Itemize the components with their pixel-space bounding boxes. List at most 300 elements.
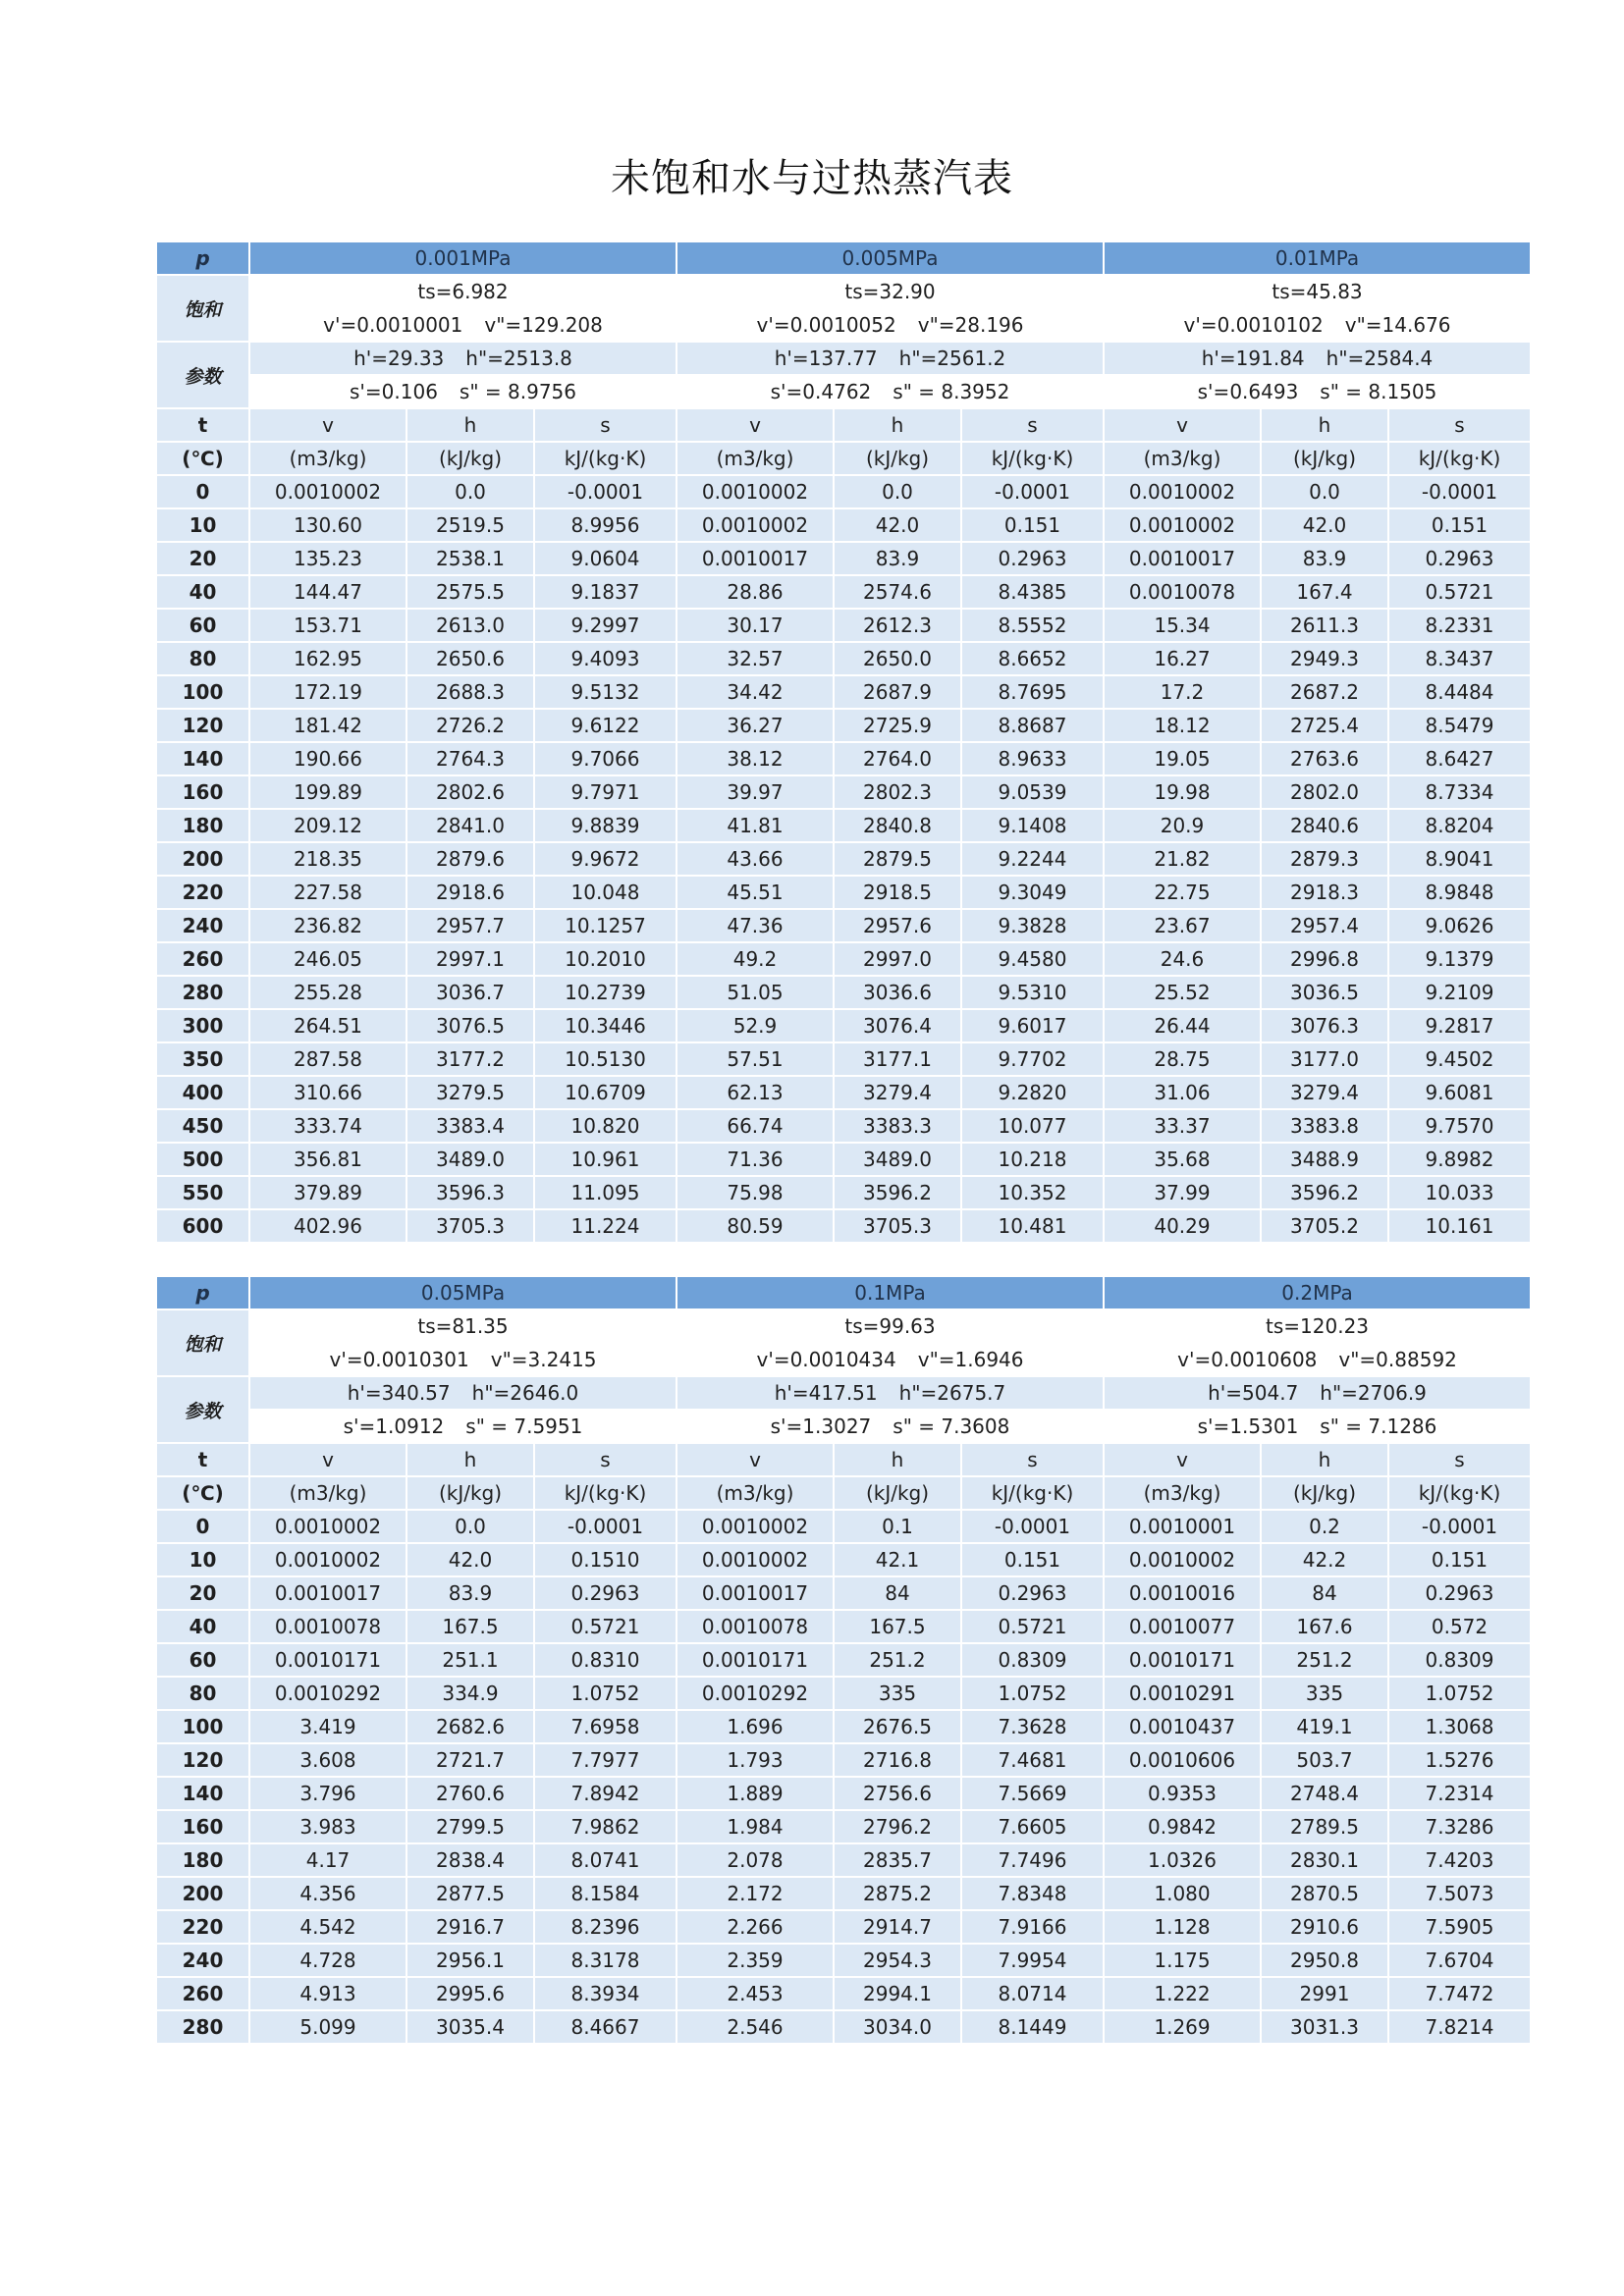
value-cell: 7.3628 (961, 1710, 1104, 1743)
saturation-entropy-a: s'=1.3027 (770, 1415, 872, 1438)
temperature-cell: 160 (156, 1810, 249, 1843)
blank-cell (1104, 1243, 1261, 1276)
value-cell: 2760.6 (406, 1777, 534, 1810)
value-cell: 3279.4 (834, 1076, 961, 1109)
value-cell: 7.8942 (534, 1777, 677, 1810)
value-cell: 0.0010002 (249, 1510, 406, 1543)
table-row (156, 1843, 1531, 1877)
value-cell: 503.7 (1261, 1743, 1388, 1777)
table-row (156, 976, 1531, 1009)
column-symbol: v (677, 1443, 834, 1476)
value-cell: 255.28 (249, 976, 406, 1009)
value-cell: 7.9166 (961, 1910, 1104, 1944)
column-unit-row (156, 442, 1531, 475)
value-cell: 2575.5 (406, 575, 534, 609)
saturation-entropy (249, 375, 677, 408)
value-cell: 181.42 (249, 709, 406, 742)
value-cell: 4.728 (249, 1944, 406, 1977)
value-cell: 3279.4 (1261, 1076, 1388, 1109)
value-cell: 0.572 (1388, 1610, 1531, 1643)
value-cell: 130.60 (249, 508, 406, 542)
label-saturation: 饱和 (156, 1309, 249, 1376)
value-cell: 3383.4 (406, 1109, 534, 1143)
value-cell: 42.0 (406, 1543, 534, 1576)
value-cell: 0.2963 (1388, 1576, 1531, 1610)
value-cell: 335 (1261, 1677, 1388, 1710)
value-cell: 3076.3 (1261, 1009, 1388, 1042)
value-cell: 4.356 (249, 1877, 406, 1910)
value-cell: 190.66 (249, 742, 406, 775)
value-cell: 0.2963 (961, 542, 1104, 575)
value-cell: 227.58 (249, 876, 406, 909)
value-cell: 2957.7 (406, 909, 534, 942)
table-row (156, 1643, 1531, 1677)
saturation-entropy (1104, 375, 1531, 408)
saturation-volume-b: v"=129.208 (484, 313, 603, 337)
value-cell: 2.266 (677, 1910, 834, 1944)
temperature-cell: 10 (156, 508, 249, 542)
table-row (156, 909, 1531, 942)
value-cell: 3.983 (249, 1810, 406, 1843)
temperature-cell: 220 (156, 876, 249, 909)
value-cell: 8.4484 (1388, 675, 1531, 709)
value-cell: 2687.9 (834, 675, 961, 709)
value-cell: 9.4093 (534, 642, 677, 675)
value-cell: 7.7472 (1388, 1977, 1531, 2010)
value-cell: 2538.1 (406, 542, 534, 575)
value-cell: 172.19 (249, 675, 406, 709)
saturation-enthalpy-a: h'=504.7 (1208, 1381, 1299, 1405)
value-cell: 7.2314 (1388, 1777, 1531, 1810)
table-row (156, 675, 1531, 709)
value-cell: 0.0010292 (677, 1677, 834, 1710)
value-cell: 2519.5 (406, 508, 534, 542)
value-cell: 3488.9 (1261, 1143, 1388, 1176)
value-cell: 2918.6 (406, 876, 534, 909)
saturation-enthalpy-b: h"=2646.0 (471, 1381, 579, 1405)
value-cell: 7.9862 (534, 1810, 677, 1843)
value-cell: 3076.4 (834, 1009, 961, 1042)
label-parameters: 参数 (156, 342, 249, 408)
value-cell: 8.7334 (1388, 775, 1531, 809)
label-t: t (156, 1443, 249, 1476)
value-cell: 38.12 (677, 742, 834, 775)
value-cell: 7.9954 (961, 1944, 1104, 1977)
saturation-volume (1104, 1343, 1531, 1376)
table-row (156, 1576, 1531, 1610)
saturation-temperature: ts=120.23 (1104, 1309, 1531, 1343)
saturation-enthalpy (677, 1376, 1104, 1410)
column-symbol: v (249, 1443, 406, 1476)
value-cell: 379.89 (249, 1176, 406, 1209)
value-cell: 2918.3 (1261, 876, 1388, 909)
value-cell: 0.0010002 (1104, 475, 1261, 508)
saturation-enthalpy-b: h"=2706.9 (1320, 1381, 1427, 1405)
value-cell: 11.095 (534, 1176, 677, 1209)
temperature-cell: 120 (156, 709, 249, 742)
saturation-h-row (156, 342, 1531, 375)
value-cell: 83.9 (1261, 542, 1388, 575)
value-cell: 310.66 (249, 1076, 406, 1109)
pressure-value: 0.001MPa (249, 241, 677, 275)
table-row (156, 1944, 1531, 1977)
saturation-enthalpy (249, 342, 677, 375)
value-cell: 3036.7 (406, 976, 534, 1009)
value-cell: 209.12 (249, 809, 406, 842)
label-parameters: 参数 (156, 1376, 249, 1443)
value-cell: 8.3437 (1388, 642, 1531, 675)
value-cell: 9.0626 (1388, 909, 1531, 942)
table-row (156, 609, 1531, 642)
value-cell: 2574.6 (834, 575, 961, 609)
value-cell: 2676.5 (834, 1710, 961, 1743)
value-cell: 71.36 (677, 1143, 834, 1176)
value-cell: 3279.5 (406, 1076, 534, 1109)
value-cell: 3705.3 (834, 1209, 961, 1243)
column-unit: (m3/kg) (677, 442, 834, 475)
value-cell: 35.68 (1104, 1143, 1261, 1176)
value-cell: 0.0010078 (677, 1610, 834, 1643)
value-cell: 2991 (1261, 1977, 1388, 2010)
table-row (156, 1042, 1531, 1076)
value-cell: 1.128 (1104, 1910, 1261, 1944)
value-cell: 2835.7 (834, 1843, 961, 1877)
table-row (156, 1143, 1531, 1176)
value-cell: 3177.2 (406, 1042, 534, 1076)
blank-row (156, 1243, 1531, 1276)
pressure-value: 0.2MPa (1104, 1276, 1531, 1309)
value-cell: 0.0010002 (249, 475, 406, 508)
table-row (156, 742, 1531, 775)
temperature-cell: 600 (156, 1209, 249, 1243)
column-symbol: s (1388, 1443, 1531, 1476)
value-cell: 9.5310 (961, 976, 1104, 1009)
value-cell: 2748.4 (1261, 1777, 1388, 1810)
value-cell: 37.99 (1104, 1176, 1261, 1209)
value-cell: 0.2963 (961, 1576, 1104, 1610)
value-cell: 23.67 (1104, 909, 1261, 942)
value-cell: 21.82 (1104, 842, 1261, 876)
value-cell: 9.1408 (961, 809, 1104, 842)
value-cell: 8.2331 (1388, 609, 1531, 642)
value-cell: 2725.4 (1261, 709, 1388, 742)
value-cell: 10.161 (1388, 1209, 1531, 1243)
value-cell: 28.86 (677, 575, 834, 609)
value-cell: 2802.0 (1261, 775, 1388, 809)
value-cell: 0.0010606 (1104, 1743, 1261, 1777)
saturation-entropy-a: s'=1.5301 (1197, 1415, 1299, 1438)
temperature-cell: 450 (156, 1109, 249, 1143)
value-cell: 0.0 (834, 475, 961, 508)
value-cell: 10.2739 (534, 976, 677, 1009)
column-unit: (m3/kg) (249, 1476, 406, 1510)
column-unit: (kJ/kg) (1261, 442, 1388, 475)
value-cell: 2.172 (677, 1877, 834, 1910)
table-row (156, 876, 1531, 909)
value-cell: 0.0010171 (677, 1643, 834, 1677)
temperature-cell: 350 (156, 1042, 249, 1076)
value-cell: 0.151 (961, 508, 1104, 542)
value-cell: 39.97 (677, 775, 834, 809)
value-cell: 9.1837 (534, 575, 677, 609)
value-cell: 0.0010001 (1104, 1510, 1261, 1543)
table-row (156, 1510, 1531, 1543)
column-symbol: v (1104, 1443, 1261, 1476)
label-p: p (156, 241, 249, 275)
value-cell: 9.2820 (961, 1076, 1104, 1109)
value-cell: 8.9633 (961, 742, 1104, 775)
saturation-entropy (1104, 1410, 1531, 1443)
value-cell: 42.0 (834, 508, 961, 542)
value-cell: 3383.3 (834, 1109, 961, 1143)
value-cell: 52.9 (677, 1009, 834, 1042)
value-cell: 2954.3 (834, 1944, 961, 1977)
value-cell: 2879.5 (834, 842, 961, 876)
value-cell: 2994.1 (834, 1977, 961, 2010)
temperature-cell: 0 (156, 1510, 249, 1543)
value-cell: 0.0010171 (1104, 1643, 1261, 1677)
column-symbol: s (961, 1443, 1104, 1476)
column-symbol: h (406, 408, 534, 442)
value-cell: 7.5669 (961, 1777, 1104, 1810)
value-cell: 62.13 (677, 1076, 834, 1109)
column-symbol: h (406, 1443, 534, 1476)
saturation-enthalpy-b: h"=2561.2 (898, 347, 1006, 370)
value-cell: 3036.6 (834, 976, 961, 1009)
temperature-cell: 180 (156, 809, 249, 842)
value-cell: 9.4502 (1388, 1042, 1531, 1076)
value-cell: 8.6427 (1388, 742, 1531, 775)
value-cell: 8.1584 (534, 1877, 677, 1910)
value-cell: 4.542 (249, 1910, 406, 1944)
value-cell: 2957.4 (1261, 909, 1388, 942)
value-cell: 0.5721 (1388, 575, 1531, 609)
temperature-cell: 80 (156, 1677, 249, 1710)
value-cell: 2916.7 (406, 1910, 534, 1944)
value-cell: 2802.6 (406, 775, 534, 809)
value-cell: 2764.0 (834, 742, 961, 775)
value-cell: 251.1 (406, 1643, 534, 1677)
table-row (156, 709, 1531, 742)
value-cell: 9.3828 (961, 909, 1104, 942)
value-cell: 4.17 (249, 1843, 406, 1877)
value-cell: 9.6017 (961, 1009, 1104, 1042)
value-cell: 10.352 (961, 1176, 1104, 1209)
saturation-temperature: ts=6.982 (249, 275, 677, 308)
value-cell: 2879.6 (406, 842, 534, 876)
value-cell: 2957.6 (834, 909, 961, 942)
value-cell: 356.81 (249, 1143, 406, 1176)
value-cell: 3035.4 (406, 2010, 534, 2044)
temperature-cell: 180 (156, 1843, 249, 1877)
value-cell: 83.9 (406, 1576, 534, 1610)
saturation-temperature: ts=99.63 (677, 1309, 1104, 1343)
saturation-entropy-b: s" = 8.9756 (459, 380, 576, 403)
value-cell: 3076.5 (406, 1009, 534, 1042)
saturation-ts-row (156, 275, 1531, 308)
value-cell: 34.42 (677, 675, 834, 709)
saturation-entropy-b: s" = 7.5951 (465, 1415, 583, 1438)
saturation-volume-b: v"=14.676 (1344, 313, 1451, 337)
blank-cell (1388, 1243, 1531, 1276)
temperature-cell: 120 (156, 1743, 249, 1777)
value-cell: 43.66 (677, 842, 834, 876)
blank-cell (406, 1243, 534, 1276)
saturation-entropy-a: s'=0.4762 (770, 380, 872, 403)
temperature-cell: 260 (156, 1977, 249, 2010)
table-row (156, 1910, 1531, 1944)
value-cell: 8.5552 (961, 609, 1104, 642)
value-cell: 1.3068 (1388, 1710, 1531, 1743)
value-cell: 9.7702 (961, 1042, 1104, 1076)
value-cell: 9.7971 (534, 775, 677, 809)
saturation-enthalpy-a: h'=137.77 (774, 347, 878, 370)
value-cell: 0.1 (834, 1510, 961, 1543)
value-cell: 3.608 (249, 1743, 406, 1777)
table-row (156, 1610, 1531, 1643)
value-cell: 144.47 (249, 575, 406, 609)
table-row (156, 2010, 1531, 2044)
column-unit: (m3/kg) (1104, 1476, 1261, 1510)
column-unit: kJ/(kg·K) (961, 442, 1104, 475)
value-cell: 84 (1261, 1576, 1388, 1610)
value-cell: 8.8687 (961, 709, 1104, 742)
temperature-cell: 280 (156, 2010, 249, 2044)
value-cell: 28.75 (1104, 1042, 1261, 1076)
value-cell: 1.889 (677, 1777, 834, 1810)
value-cell: 9.9672 (534, 842, 677, 876)
value-cell: 2914.7 (834, 1910, 961, 1944)
temperature-cell: 500 (156, 1143, 249, 1176)
table-row (156, 1977, 1531, 2010)
value-cell: 287.58 (249, 1042, 406, 1076)
pressure-header-row (156, 241, 1531, 275)
value-cell: 7.4681 (961, 1743, 1104, 1777)
value-cell: 251.2 (1261, 1643, 1388, 1677)
column-symbol: h (834, 1443, 961, 1476)
saturation-volume-b: v"=1.6946 (917, 1348, 1024, 1371)
value-cell: 10.961 (534, 1143, 677, 1176)
value-cell: 2830.1 (1261, 1843, 1388, 1877)
value-cell: 2840.6 (1261, 809, 1388, 842)
column-symbol: h (834, 408, 961, 442)
value-cell: 2995.6 (406, 1977, 534, 2010)
value-cell: 10.1257 (534, 909, 677, 942)
value-cell: 75.98 (677, 1176, 834, 1209)
value-cell: 0.0010017 (677, 542, 834, 575)
value-cell: 2997.0 (834, 942, 961, 976)
saturation-temperature: ts=32.90 (677, 275, 1104, 308)
temperature-cell: 100 (156, 1710, 249, 1743)
label-saturation: 饱和 (156, 275, 249, 342)
saturation-enthalpy (1104, 342, 1531, 375)
temperature-cell: 200 (156, 842, 249, 876)
value-cell: 9.4580 (961, 942, 1104, 976)
value-cell: -0.0001 (534, 475, 677, 508)
saturation-volume (677, 1343, 1104, 1376)
value-cell: 2910.6 (1261, 1910, 1388, 1944)
value-cell: 0.0010078 (249, 1610, 406, 1643)
saturation-enthalpy-a: h'=417.51 (774, 1381, 878, 1405)
column-symbol: s (534, 1443, 677, 1476)
column-symbol: v (677, 408, 834, 442)
value-cell: 333.74 (249, 1109, 406, 1143)
saturation-volume-a: v'=0.0010608 (1177, 1348, 1318, 1371)
value-cell: 1.175 (1104, 1944, 1261, 1977)
saturation-entropy (677, 1410, 1104, 1443)
value-cell: 2.453 (677, 1977, 834, 2010)
temperature-cell: 0 (156, 475, 249, 508)
column-unit: (m3/kg) (249, 442, 406, 475)
temperature-cell: 60 (156, 609, 249, 642)
label-p: p (156, 1276, 249, 1309)
temperature-cell: 240 (156, 1944, 249, 1977)
value-cell: 8.2396 (534, 1910, 677, 1944)
value-cell: 42.0 (1261, 508, 1388, 542)
temperature-cell: 260 (156, 942, 249, 976)
value-cell: 11.224 (534, 1209, 677, 1243)
temperature-cell: 60 (156, 1643, 249, 1677)
value-cell: 45.51 (677, 876, 834, 909)
value-cell: 0.0 (406, 1510, 534, 1543)
value-cell: 167.5 (834, 1610, 961, 1643)
value-cell: 2.546 (677, 2010, 834, 2044)
value-cell: 9.0604 (534, 542, 677, 575)
value-cell: 135.23 (249, 542, 406, 575)
value-cell: 10.218 (961, 1143, 1104, 1176)
value-cell: 0.5721 (961, 1610, 1104, 1643)
column-symbol: h (1261, 1443, 1388, 1476)
value-cell: 153.71 (249, 609, 406, 642)
value-cell: 8.9848 (1388, 876, 1531, 909)
value-cell: 7.8214 (1388, 2010, 1531, 2044)
value-cell: 3034.0 (834, 2010, 961, 2044)
saturation-entropy-a: s'=0.6493 (1197, 380, 1299, 403)
value-cell: 8.4385 (961, 575, 1104, 609)
column-symbol: h (1261, 408, 1388, 442)
steam-table-wrap (155, 240, 1501, 2045)
value-cell: 7.7496 (961, 1843, 1104, 1877)
value-cell: 9.2244 (961, 842, 1104, 876)
value-cell: 80.59 (677, 1209, 834, 1243)
table-row (156, 642, 1531, 675)
saturation-volume-a: v'=0.0010301 (329, 1348, 469, 1371)
value-cell: 9.6081 (1388, 1076, 1531, 1109)
table-row (156, 1877, 1531, 1910)
saturation-volume-b: v"=28.196 (917, 313, 1024, 337)
value-cell: 19.05 (1104, 742, 1261, 775)
value-cell: 2789.5 (1261, 1810, 1388, 1843)
value-cell: 0.0010002 (677, 1510, 834, 1543)
column-unit: kJ/(kg·K) (534, 1476, 677, 1510)
column-unit: kJ/(kg·K) (1388, 1476, 1531, 1510)
value-cell: 2687.2 (1261, 675, 1388, 709)
saturation-temperature: ts=45.83 (1104, 275, 1531, 308)
value-cell: 2997.1 (406, 942, 534, 976)
temperature-cell: 280 (156, 976, 249, 1009)
value-cell: 9.8839 (534, 809, 677, 842)
value-cell: 2725.9 (834, 709, 961, 742)
steam-table (155, 240, 1532, 2045)
value-cell: 9.8982 (1388, 1143, 1531, 1176)
value-cell: 0.8309 (961, 1643, 1104, 1677)
column-unit: (m3/kg) (677, 1476, 834, 1510)
table-row (156, 1176, 1531, 1209)
value-cell: 2613.0 (406, 609, 534, 642)
value-cell: 162.95 (249, 642, 406, 675)
value-cell: 1.0752 (961, 1677, 1104, 1710)
label-t-unit: (℃) (156, 442, 249, 475)
